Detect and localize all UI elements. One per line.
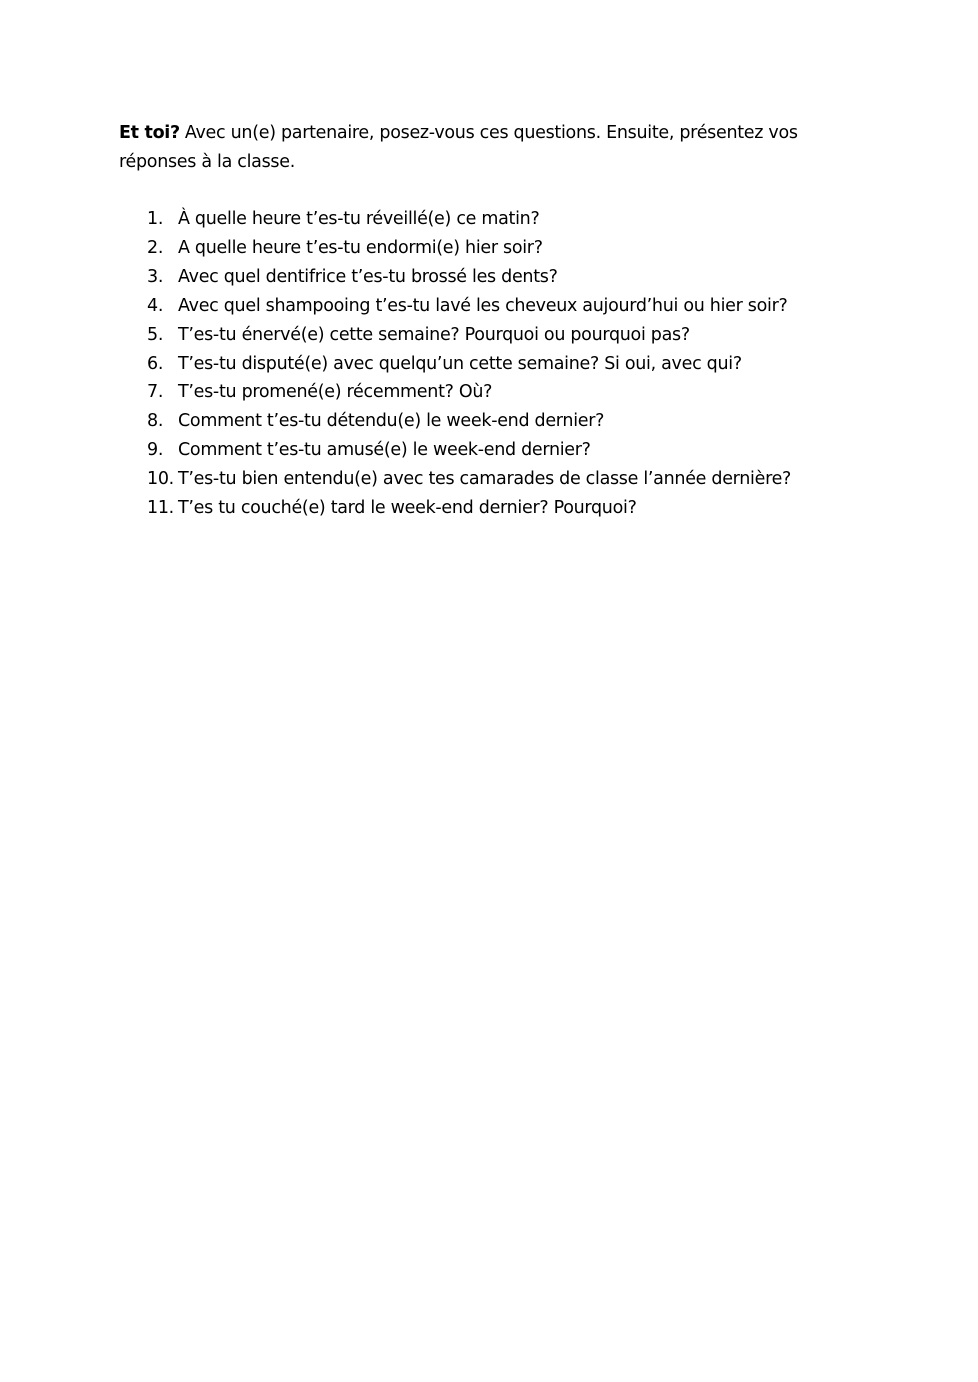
instructions-text: Avec un(e) partenaire, posez-vous ces questions. Ensuite, présentez vos réponses à la classe.	[119, 123, 798, 172]
question-item	[147, 407, 867, 436]
question-text: T’es-tu bien entendu(e) avec tes camarades de classe l’année dernière?	[178, 469, 792, 490]
question-item	[147, 234, 867, 263]
question-text: À quelle heure t’es-tu réveillé(e) ce matin?	[178, 209, 540, 229]
question-item	[147, 205, 867, 234]
question-item	[147, 465, 867, 494]
question-list	[147, 205, 867, 523]
question-text: T’es tu couché(e) tard le week-end dernier? Pourquoi?	[178, 498, 637, 519]
question-number: 10.	[147, 469, 174, 490]
question-number: 11.	[147, 498, 174, 519]
question-number: 1.	[147, 209, 164, 229]
question-item	[147, 350, 867, 379]
question-number: 6.	[147, 353, 164, 374]
question-number: 2.	[147, 237, 164, 258]
question-text: T’es-tu disputé(e) avec quelqu’un cette semaine? Si oui, avec qui?	[178, 353, 742, 374]
question-number: 4.	[147, 295, 164, 316]
question-item	[147, 292, 867, 321]
question-text: Comment t’es-tu détendu(e) le week-end dernier?	[178, 411, 605, 432]
question-number: 7.	[147, 382, 164, 403]
instructions-paragraph	[119, 119, 819, 177]
question-text: A quelle heure t’es-tu endormi(e) hier soir?	[178, 237, 543, 258]
question-number: 8.	[147, 411, 164, 432]
question-number: 3.	[147, 266, 164, 287]
question-item	[147, 321, 867, 350]
question-item	[147, 378, 867, 407]
question-number: 5.	[147, 324, 164, 345]
question-text: Comment t’es-tu amusé(e) le week-end dernier?	[178, 440, 591, 461]
question-text: Avec quel shampooing t’es-tu lavé les cheveux aujourd’hui ou hier soir?	[178, 295, 788, 316]
question-item	[147, 436, 867, 465]
question-number: 9.	[147, 440, 164, 461]
question-item	[147, 263, 867, 292]
instructions-lead: Et toi?	[119, 123, 180, 143]
question-text: T’es-tu promené(e) récemment? Où?	[178, 382, 493, 403]
question-text: Avec quel dentifrice t’es-tu brossé les dents?	[178, 266, 558, 287]
question-text: T’es-tu énervé(e) cette semaine? Pourquoi ou pourquoi pas?	[178, 324, 690, 345]
question-item	[147, 494, 867, 523]
